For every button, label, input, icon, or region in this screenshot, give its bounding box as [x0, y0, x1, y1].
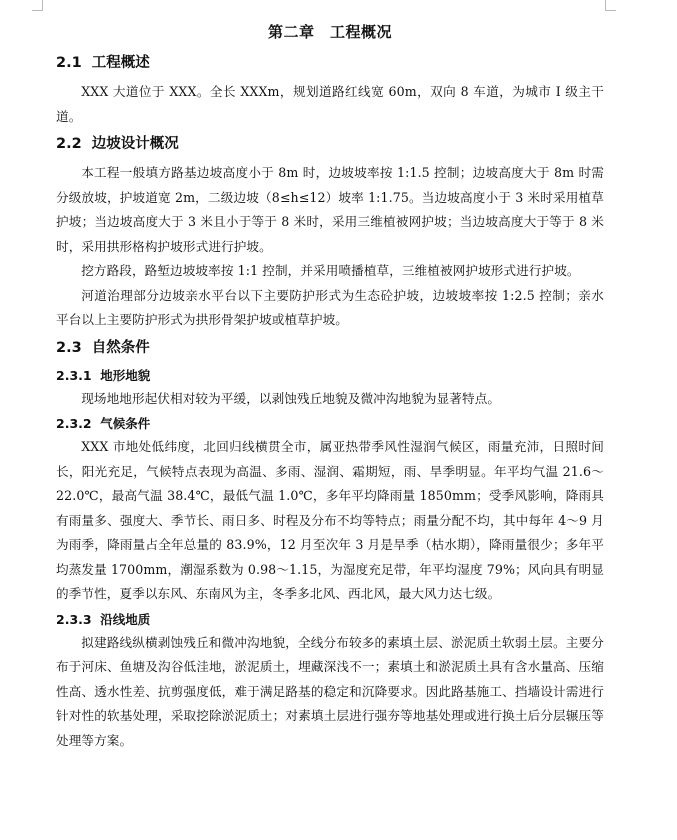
paragraph-2-2-3: 河道治理部分边坡亲水平台以下主要防护形式为生态砼护坡，边坡坡率按 1:2.5 控制；亲水平台以上主要防护形式为拱形骨架护坡或植草护坡。 [56, 287, 604, 327]
paragraph-2-2-2: 挖方路段，路堑边坡坡率按 1:1 控制，并采用喷播植草，三维植被网护坡形式进行护坡。 [81, 263, 580, 278]
paragraph-2-3-3-1: 拟建路线纵横剥蚀残丘和微冲沟地貌，全线分布较多的素填土层、淤泥质土软弱土层。主要分布于河床、鱼塘及沟谷低洼地，淤泥质土，埋藏深浅不一；素填土和淤泥质土具有含水量高、压缩性高、透水性差、抗剪强度低，难于满足路基的稳定和沉降要求。因此路基施工、挡墙设计需进行针对性的软基处理，采取挖除淤泥质土；对素填土层进行强夯等地基处理或进行换土后分层辗压等处理等方案。 [56, 634, 604, 748]
section-heading-2-2: 2.2 边坡设计概况 [56, 136, 179, 152]
page-corner-mark-left [32, 0, 43, 11]
paragraph-2-1-1: XXX 大道位于 XXX。全长 XXXm，规划道路红线宽 60m，双向 8 车道，为城市 I 级主干道。 [56, 84, 604, 124]
paragraph-2-3-2-1: XXX 市地处低纬度，北回归线横贯全市，属亚热带季风性湿润气候区，雨量充沛，日照时间长，阳光充足，气候特点表现为高温、多雨、湿润、霜期短，雨、旱季明显。年平均气温 21.6～22.0℃，最高气温 38.4℃，最低气温 1.0℃，多年平均降雨量 1850mm；受季风影响，降雨具有雨量多、强度大、季节长、雨日多、时程及分布不均等特点；雨量分配不均，其中每年 4～9 月为雨季，降雨量占全年总量的 83.9%，12 月至次年 3 月是旱季（枯水期），降雨量很少；多年平均蒸发量 1700mm，潮湿系数为 0.98～1.15，为湿度充足带，年平均湿度 79%；风向具有明显的季节性，夏季以东风、东南风为主，冬季多北风、西北风，最大风力达七级。 [56, 439, 604, 601]
paragraph-2-2-1: 本工程一般填方路基边坡高度小于 8m 时，边坡坡率按 1:1.5 控制；边坡高度大于 8m 时需分级放坡，护坡道宽 2m，二级边坡（8≤h≤12）坡率 1:1.75。当边坡高度小于 3 米时采用植草护坡；当边坡高度大于 3 米且小于等于 8 米时，采用三维植被网护坡；当边坡高度大于等于 8 米时，采用拱形格构护坡形式进行护坡。 [56, 165, 604, 254]
page-corner-mark-right [605, 0, 616, 11]
paragraph-2-3-1-1: 现场地地形起伏相对较为平缓，以剥蚀残丘地貌及微冲沟地貌为显著特点。 [81, 390, 501, 406]
section-heading-2-1: 2.1 工程概述 [56, 55, 150, 71]
document-body[interactable] [56, 20, 604, 753]
subsection-heading-2-3-2: 2.3.2 气候条件 [56, 416, 151, 431]
subsection-heading-2-3-3: 2.3.3 沿线地质 [56, 611, 151, 627]
subsection-heading-2-3-1: 2.3.1 地形地貌 [56, 367, 151, 383]
chapter-title: 第二章 工程概况 [267, 23, 392, 41]
section-heading-2-3: 2.3 自然条件 [56, 339, 150, 356]
